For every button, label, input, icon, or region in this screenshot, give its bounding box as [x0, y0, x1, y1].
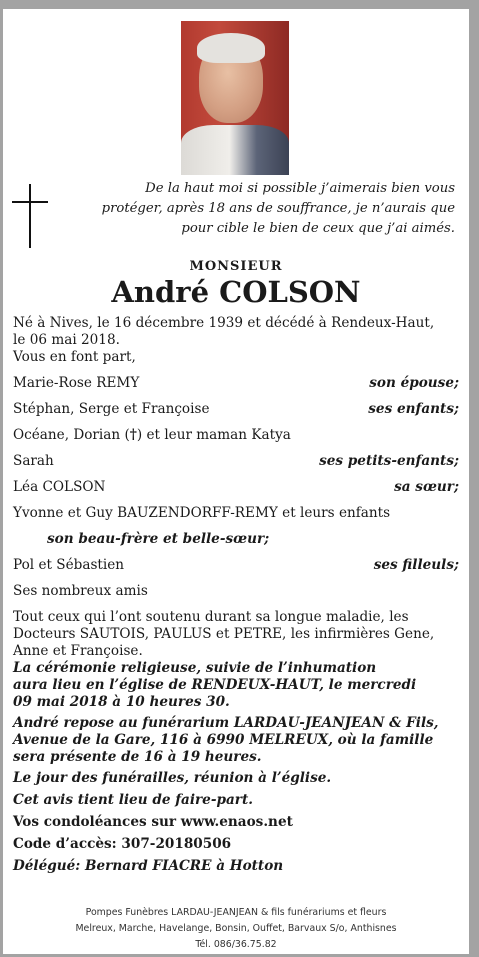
- quote-line: De la haut moi si possible j’aimerais bien vous: [145, 181, 455, 196]
- relative-inlaws-role: son beau-frère et belle-sœur;: [47, 531, 270, 547]
- funeral-home-footer: [3, 905, 469, 953]
- relative-wife: Marie-Rose REMY son épouse;: [13, 375, 459, 391]
- thanks-line: Docteurs SAUTOIS, PAULUS et PETRE, les infirmières Gene,: [13, 626, 435, 642]
- thanks-line: Anne et Françoise.: [13, 643, 143, 659]
- thanks-line: Tout ceux qui l’ont soutenu durant sa longue maladie, les: [13, 609, 409, 625]
- access-code: Code d’accès: 307-20180506: [13, 836, 232, 852]
- ceremony-line: aura lieu en l’église de RENDEUX-HAUT, le mercredi: [13, 677, 417, 693]
- relative-inlaws: Yvonne et Guy BAUZENDORFF-REMY et leurs enfants: [13, 505, 391, 521]
- birth-line: le 06 mai 2018.: [13, 332, 120, 348]
- quote-line: pour cible le bien de ceux que j’ai aimés.: [181, 221, 455, 236]
- ceremony-line: La cérémonie religieuse, suivie de l’inhumation: [13, 660, 377, 676]
- ceremony-line: 09 mai 2018 à 10 heures 30.: [13, 694, 230, 710]
- condolences-line: Vos condoléances sur www.enaos.net: [13, 814, 293, 830]
- announce-line: Vous en font part,: [13, 349, 136, 365]
- footer-line: Pompes Funèbres LARDAU-JEANJEAN & fils funérariums et fleurs: [85, 907, 387, 918]
- meeting-line: Le jour des funérailles, réunion à l’église.: [13, 770, 332, 786]
- footer-line: Melreux, Marche, Havelange, Bonsin, Ouffet, Barvaux S/o, Anthisnes: [75, 923, 397, 934]
- birth-line: Né à Nives, le 16 décembre 1939 et décédé à Rendeux-Haut,: [13, 315, 435, 331]
- relative-godchildren: Pol et Sébastien ses filleuls;: [13, 557, 459, 573]
- memorial-quote: [75, 179, 455, 239]
- relative-sister: Léa COLSON sa sœur;: [13, 479, 459, 495]
- funerarium-line: André repose au funérarium LARDAU-JEANJEAN & Fils,: [13, 715, 439, 731]
- delegate-line: Délégué: Bernard FIACRE à Hotton: [13, 858, 284, 874]
- obituary-body: [13, 315, 459, 875]
- quote-line: protéger, après 18 ans de souffrance, je n’aurais que: [101, 201, 455, 216]
- portrait-photo: [181, 21, 289, 175]
- honorific: MONSIEUR: [189, 259, 283, 274]
- relative-friends: Ses nombreux amis: [13, 583, 148, 599]
- cross-icon: [12, 184, 48, 248]
- footer-line: Tél. 086/36.75.82: [195, 939, 277, 950]
- deceased-name: André COLSON: [111, 275, 361, 309]
- funerarium-line: sera présente de 16 à 19 heures.: [13, 749, 262, 765]
- notice-line: Cet avis tient lieu de faire-part.: [13, 792, 253, 808]
- relative-grandchildren-2: Sarah ses petits-enfants;: [13, 453, 459, 469]
- relative-children: Stéphan, Serge et Françoise ses enfants;: [13, 401, 459, 417]
- relative-grandchildren: Océane, Dorian (†) et leur maman Katya: [13, 427, 291, 443]
- obituary-card: [3, 9, 469, 954]
- funerarium-line: Avenue de la Gare, 116 à 6990 MELREUX, où la famille: [13, 732, 434, 748]
- dagger-icon: †: [129, 427, 137, 443]
